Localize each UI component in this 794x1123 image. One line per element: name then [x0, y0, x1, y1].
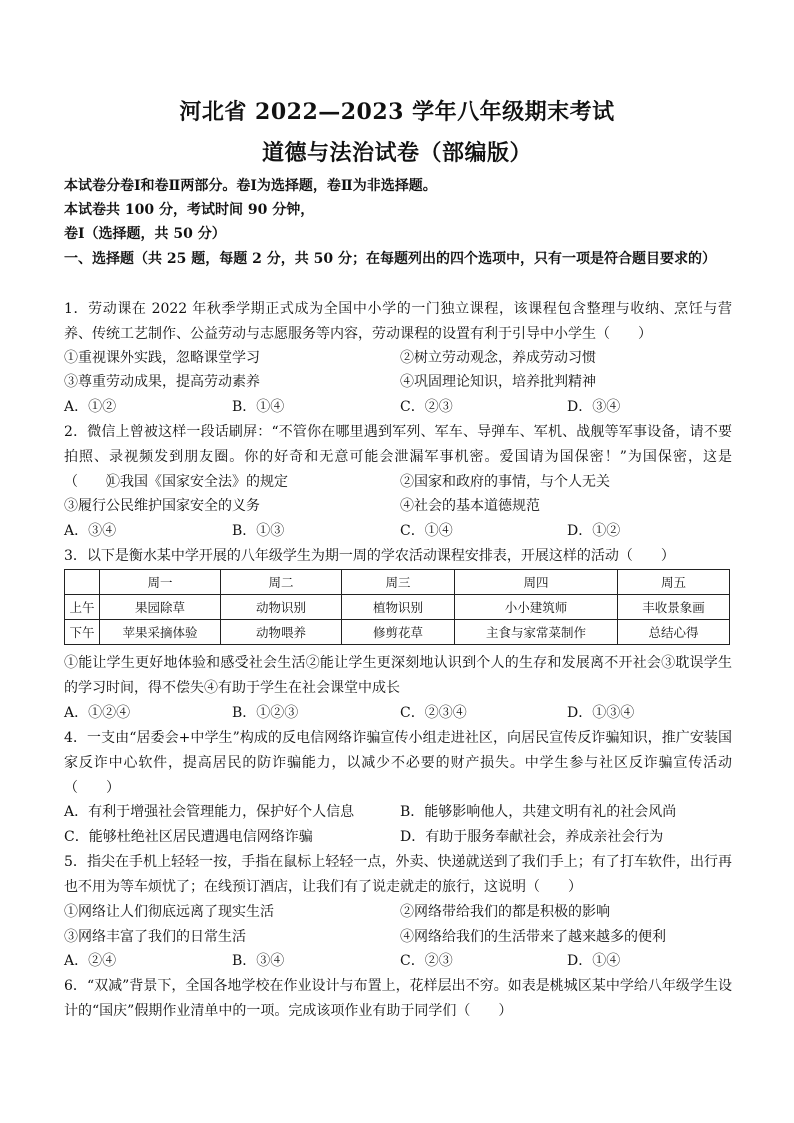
q1-choice-d: D．③④ — [567, 399, 621, 415]
schedule-cell: 果园除草 — [100, 595, 221, 620]
q3-choice-c: C．②③④ — [400, 705, 467, 721]
q1-choice-a: A．①② — [64, 399, 117, 415]
schedule-corner-cell — [65, 570, 100, 595]
schedule-day-5: 周五 — [618, 570, 730, 595]
schedule-cell: 小小建筑师 — [455, 595, 618, 620]
question-3-stem: 3．以下是衡水某中学开展的八年级学生为期一周的学农活动课程安排表，开展这样的活动（ ） — [64, 548, 675, 564]
q5-item-2: ②网络带给我们的都是积极的影响 — [400, 904, 610, 920]
q5-choice-d: D．①④ — [567, 953, 621, 969]
q3-choice-d: D．①③④ — [567, 705, 635, 721]
exam-title: 河北省 2022—2023 学年八年级期末考试 — [179, 99, 615, 125]
intro-line-3: 卷Ⅰ（选择题，共 50 分） — [64, 226, 226, 242]
q4-choice-d: D．有助于服务奉献社会，养成亲社会行为 — [400, 829, 664, 845]
q5-choice-c: C．②③ — [400, 953, 453, 969]
q2-choice-d: D．①② — [567, 523, 621, 539]
q2-item-2: ②国家和政府的事情，与个人无关 — [400, 474, 610, 490]
q1-item-3: ③尊重劳动成果，提高劳动素养 — [64, 374, 260, 390]
q2-item-3: ③履行公民维护国家安全的义务 — [64, 498, 260, 514]
schedule-cell: 苹果采摘体验 — [100, 620, 221, 645]
question-4-stem: 4．一支由“居委会+中学生”构成的反电信网络诈骗宣传小组走进社区，向居民宣传反诈骗知识，推广安装国家反诈中心软件，提高居民的防诈骗能力，以减少不必要的财产损失。中学生参与社区反诈骗宣传活动（ ） — [64, 730, 732, 796]
schedule-day-3: 周三 — [342, 570, 455, 595]
q3-choice-b: B．①②③ — [232, 705, 299, 721]
q5-choice-a: A．②④ — [64, 953, 117, 969]
schedule-cell: 动物识别 — [221, 595, 342, 620]
q3-choice-a: A．①②④ — [64, 705, 131, 721]
q4-choice-a: A．有利于增强社会管理能力，保护好个人信息 — [64, 804, 355, 820]
schedule-day-1: 周一 — [100, 570, 221, 595]
q2-item-4: ④社会的基本道德规范 — [400, 498, 540, 514]
schedule-row-label: 上午 — [65, 595, 100, 620]
q1-choice-b: B．①④ — [232, 399, 285, 415]
q5-item-3: ③网络丰富了我们的日常生活 — [64, 929, 246, 945]
q1-item-2: ②树立劳动观念，养成劳动习惯 — [400, 350, 596, 366]
q1-choice-c: C．②③ — [400, 399, 453, 415]
schedule-cell: 丰收景象画 — [618, 595, 730, 620]
q2-choice-c: C．①④ — [400, 523, 453, 539]
schedule-header-row — [65, 570, 730, 595]
q4-choice-b: B．能够影响他人，共建文明有礼的社会风尚 — [400, 804, 677, 820]
exam-subtitle: 道德与法治试卷（部编版） — [261, 140, 532, 166]
question-2-stem: 2．微信上曾被这样一段话刷屏：“不管你在哪里遇到军列、军车、导弹车、军机、战舰等军事设备，请不要拍照、录视频发到朋友圈。你的好奇和无意可能会泄漏军事机密。爱国请为国保密！”为国保密，这是（ ） — [64, 424, 732, 490]
intro-line-1: 本试卷分卷Ⅰ和卷Ⅱ两部分。卷Ⅰ为选择题，卷Ⅱ为非选择题。 — [64, 178, 437, 194]
schedule-day-4: 周四 — [455, 570, 618, 595]
q1-item-1: ①重视课外实践，忽略课堂学习 — [64, 350, 260, 366]
schedule-cell: 总结心得 — [618, 620, 730, 645]
q1-item-4: ④巩固理论知识，培养批判精神 — [400, 374, 596, 390]
schedule-cell: 主食与家常菜制作 — [455, 620, 618, 645]
section-heading: 一、选择题（共 25 题，每题 2 分，共 50 分；在每题列出的四个选项中，只有一项是符合题目要求的） — [64, 251, 716, 267]
q5-item-1: ①网络让人们彻底远离了现实生活 — [64, 904, 274, 920]
question-5-stem: 5．指尖在手机上轻轻一按，手指在鼠标上轻轻一点，外卖、快递就送到了我们手上；有了打车软件，出行再也不用为等车烦忧了；在线预订酒店，让我们有了说走就走的旅行，这说明（ ） — [64, 854, 732, 895]
question-1-stem: 1．劳动课在 2022 年秋季学期正式成为全国中小学的一门独立课程，该课程包含整理与收纳、烹饪与营养、传统工艺制作、公益劳动与志愿服务等内容，劳动课程的设置有利于引导中小学生（ ） — [64, 301, 732, 342]
q5-choice-b: B．③④ — [232, 953, 285, 969]
schedule-cell: 动物喂养 — [221, 620, 342, 645]
intro-line-2: 本试卷共 100 分，考试时间 90 分钟， — [64, 202, 315, 218]
q2-choice-b: B．①③ — [232, 523, 285, 539]
q2-choice-a: A．③④ — [64, 523, 117, 539]
q4-choice-c: C．能够杜绝社区居民遭遇电信网络诈骗 — [64, 829, 313, 845]
question-6-stem: 6．“双减”背景下，全国各地学校在作业设计与布置上，花样层出不穷。如表是桃城区某中学给八年级学生设计的“国庆”假期作业清单中的一项。完成该项作业有助于同学们（ ） — [64, 978, 732, 1019]
q5-item-4: ④网络给我们的生活带来了越来越多的便利 — [400, 929, 666, 945]
schedule-row-label: 下午 — [65, 620, 100, 645]
schedule-row-afternoon — [65, 620, 730, 645]
q2-item-1: ①我国《国家安全法》的规定 — [106, 474, 288, 490]
schedule-cell: 修剪花草 — [342, 620, 455, 645]
schedule-cell: 植物识别 — [342, 595, 455, 620]
question-3-statements: ①能让学生更好地体验和感受社会生活②能让学生更深刻地认识到个人的生存和发展离不开社会③耽误学生的学习时间，得不偿失④有助于学生在社会课堂中成长 — [64, 655, 732, 696]
schedule-day-2: 周二 — [221, 570, 342, 595]
schedule-table — [64, 569, 730, 645]
schedule-row-morning — [65, 595, 730, 620]
